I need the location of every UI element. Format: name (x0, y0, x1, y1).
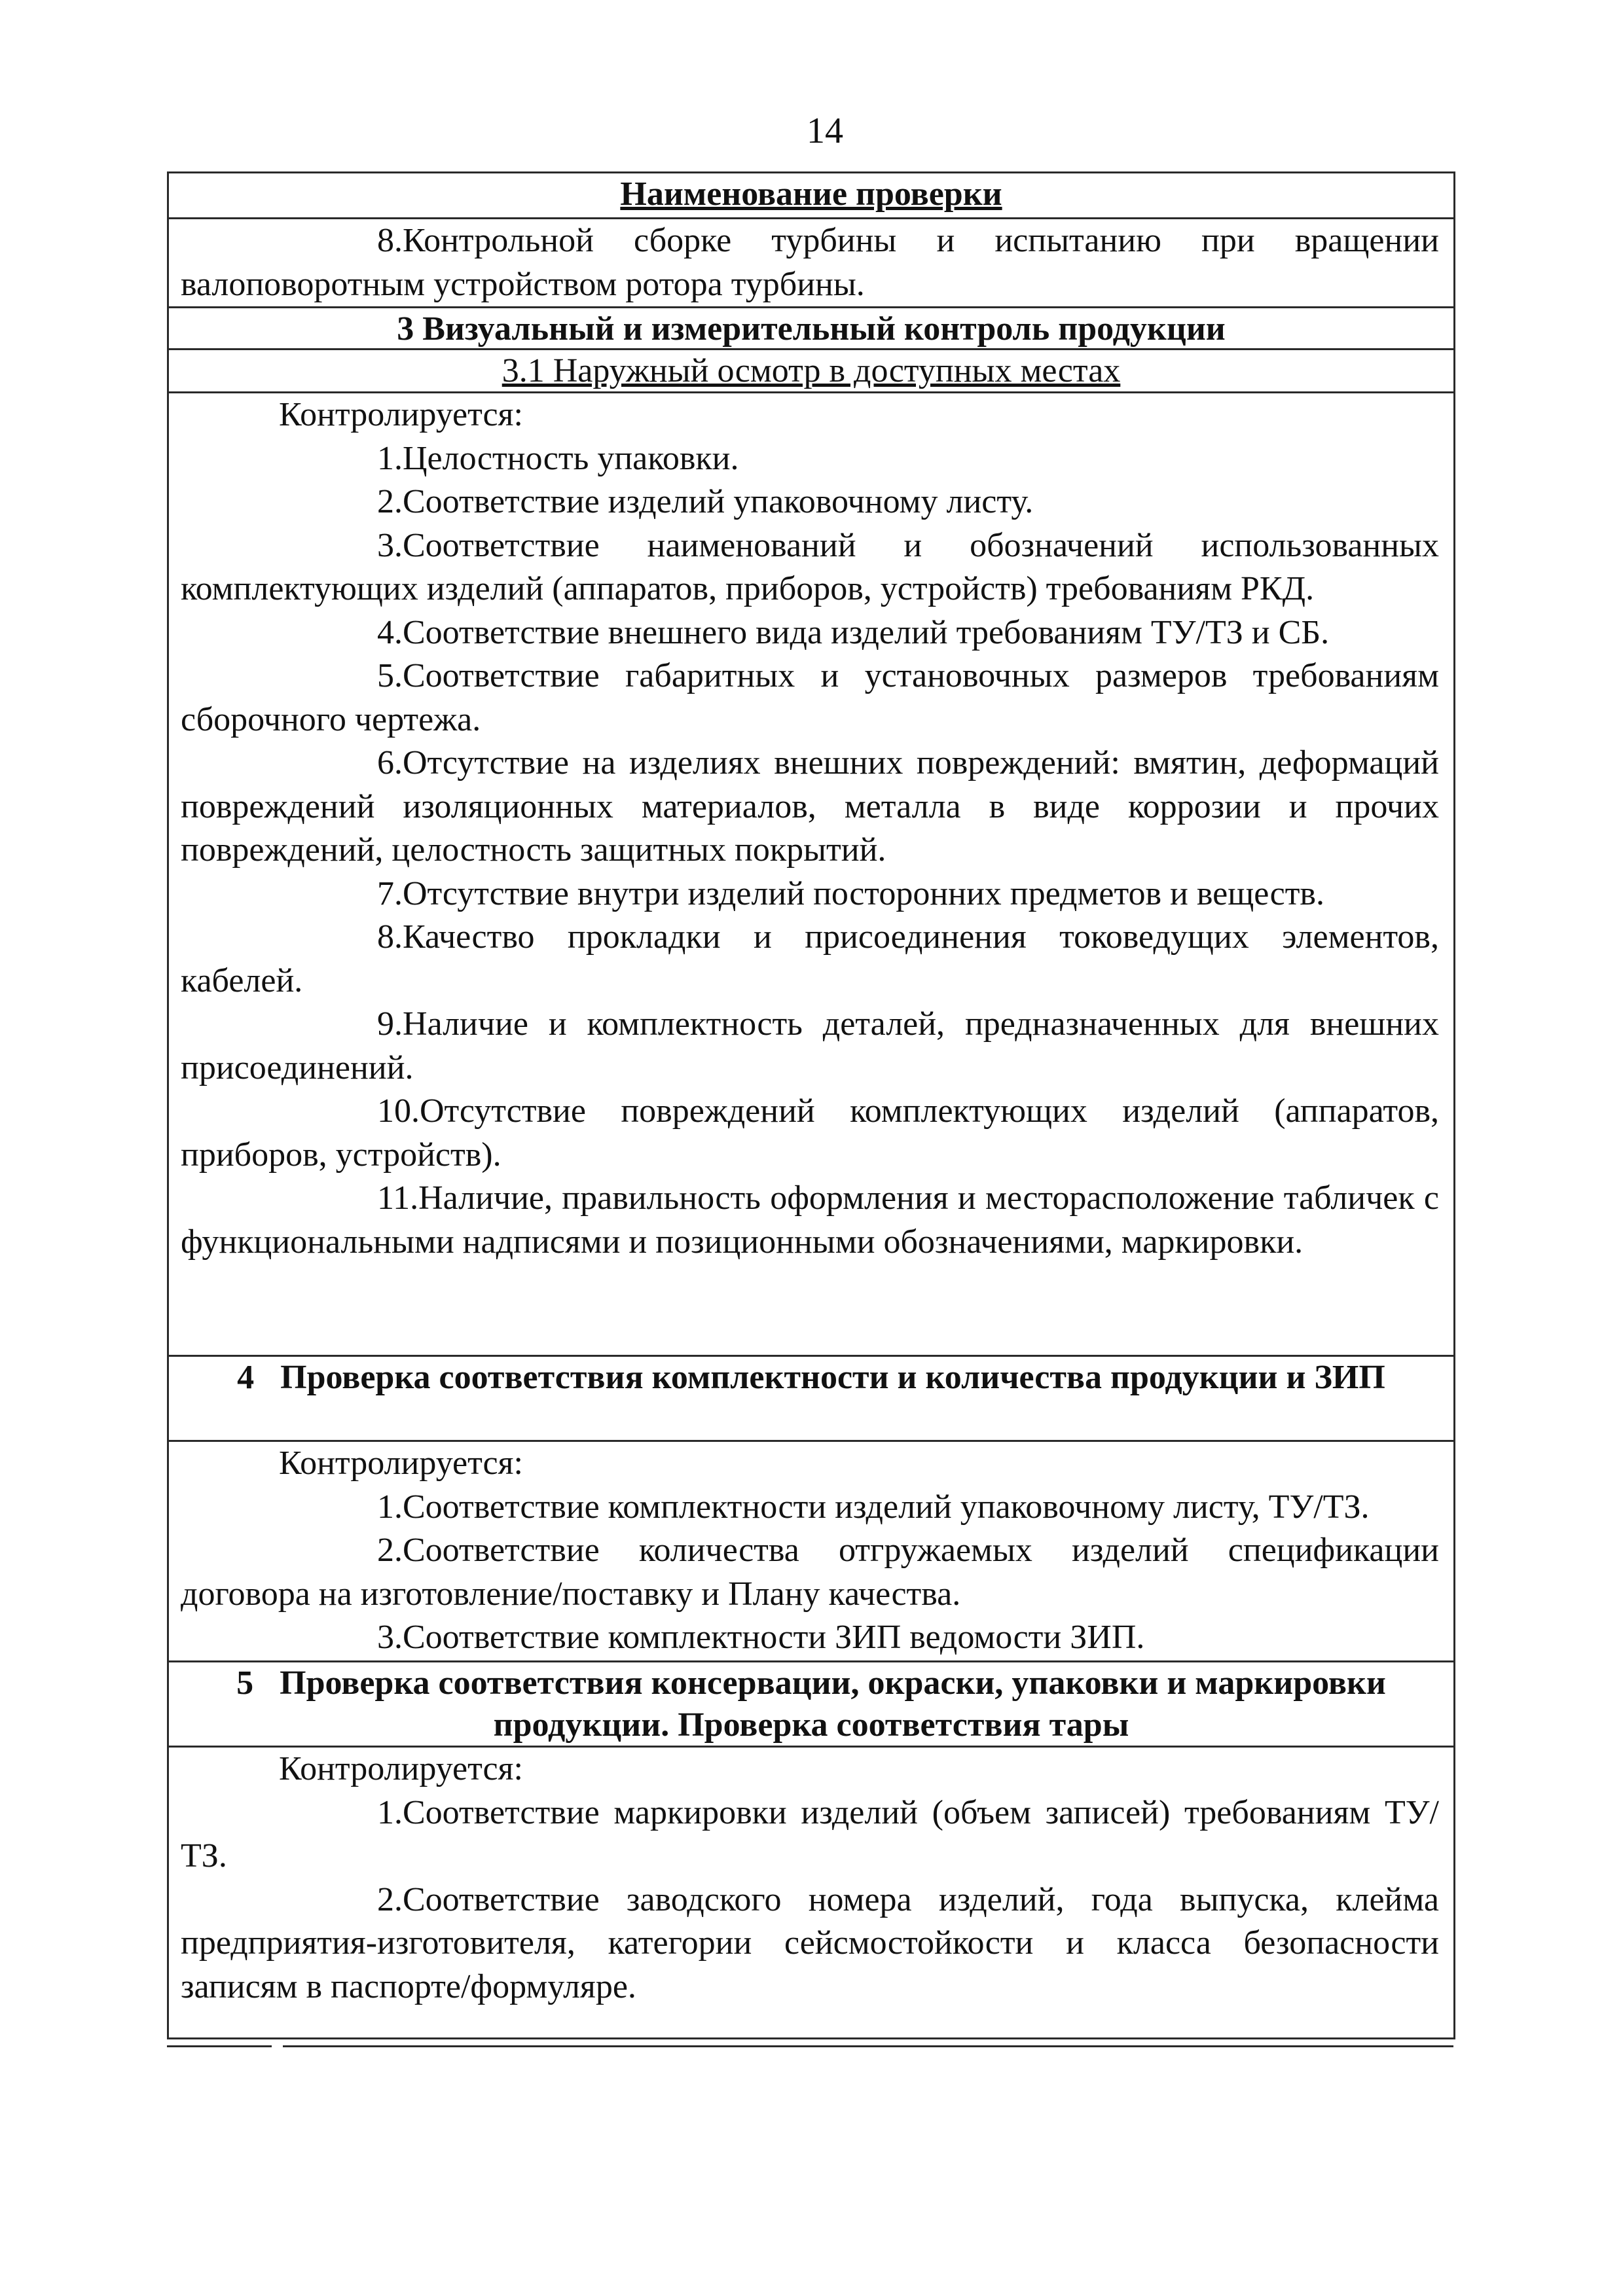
list-item-text: Соответствие изделий упаковочному листу. (403, 483, 1034, 520)
list-item-number: 2. (377, 1880, 403, 1918)
bottom-rule-right (283, 2045, 1453, 2047)
list-item-number: 10. (377, 1092, 420, 1130)
list-item (181, 219, 1439, 306)
list-item-text: Соответствие количества отгружаемых изделий спецификации договора на изготовление/поставку и Плану качества. (181, 1532, 1439, 1613)
list-item-number: 5. (377, 657, 403, 694)
list-item (181, 1003, 1439, 1090)
section3-subtitle-text: 3.1 Наружный осмотр в доступных местах (501, 352, 1121, 389)
section5-intro: Контролируется: (279, 1750, 523, 1787)
list-item-number: 4. (377, 613, 403, 651)
list-item-number: 1. (377, 1793, 403, 1831)
table-header (169, 171, 1453, 217)
section5-body (169, 1746, 1453, 2037)
list-item-text: Отсутствие на изделиях внешних повреждений: вмятин, деформаций повреждений изоляционных материалов, металла в виде коррозии и прочих повреждений, целостность защитных покрытий. (181, 744, 1439, 869)
page-number: 14 (807, 111, 843, 151)
list-item (181, 1616, 1439, 1660)
section4-title (169, 1355, 1453, 1440)
list-item-text: Соответствие заводского номера изделий, года выпуска, клейма предприятия-изготовителя, категории сейсмостойкости и класса безопасности записям в паспорте/формуляре. (181, 1880, 1439, 2005)
list-item-number: 3. (377, 1619, 403, 1656)
list-item-number: 6. (377, 744, 403, 781)
list-item-text: Наличие и комплектность деталей, предназначенных для внешних присоединений. (181, 1005, 1439, 1086)
section4-title-text: Проверка соответствия комплектности и количества продукции и ЗИП (280, 1359, 1385, 1396)
section4-body (169, 1440, 1453, 1660)
inspection-table (167, 171, 1455, 2039)
list-item-number: 8. (377, 918, 403, 956)
list-item (181, 916, 1439, 1003)
bottom-rule-left (167, 2045, 272, 2047)
list-item (181, 872, 1439, 916)
list-item (181, 1791, 1439, 1878)
list-item-text: Соответствие комплектности изделий упаковочному листу, ТУ/ТЗ. (403, 1488, 1370, 1526)
list-item (181, 480, 1439, 524)
list-item-text: Целостность упаковки. (403, 439, 739, 477)
list-item-number: 9. (377, 1005, 403, 1043)
list-item-number: 1. (377, 1488, 403, 1526)
list-item-text: Соответствие внешнего вида изделий требованиям ТУ/ТЗ и СБ. (403, 613, 1330, 651)
list-item-text: Соответствие наименований и обозначений использованных комплектующих изделий (аппаратов, приборов, устройств) требованиям РКД. (181, 526, 1439, 607)
list-item (181, 1090, 1439, 1177)
list-item-text: Соответствие комплектности ЗИП ведомости ЗИП. (403, 1619, 1145, 1656)
first-item-cell (169, 217, 1453, 306)
list-item-text: Наличие, правильность оформления и месторасположение табличек с функциональными надписями и позиционными обозначениями, маркировки. (181, 1179, 1439, 1261)
section3-title-text: 3 Визуальный и измерительный контроль продукции (397, 310, 1226, 348)
list-item (181, 611, 1439, 655)
list-item (181, 1486, 1439, 1530)
list-item-text: Соответствие маркировки изделий (объем записей) требованиям ТУ/ТЗ. (181, 1793, 1439, 1874)
list-item-text: Отсутствие повреждений комплектующих изделий (аппаратов, приборов, устройств). (181, 1092, 1439, 1174)
list-item-number: 7. (377, 874, 403, 912)
section3-intro: Контролируется: (279, 396, 523, 433)
section3-subtitle (169, 348, 1453, 391)
list-item-number: 3. (377, 526, 403, 564)
list-item-number: 8. (377, 222, 403, 259)
list-item (181, 437, 1439, 481)
list-item (181, 1878, 1439, 2009)
section4-number: 4 (237, 1359, 255, 1396)
section3-title (169, 306, 1453, 348)
section5-title (169, 1660, 1453, 1746)
list-item-text: Контрольной сборке турбины и испытанию при вращении валоповоротным устройством ротора турбины. (181, 222, 1439, 303)
list-item (181, 655, 1439, 742)
section5-number: 5 (236, 1664, 254, 1702)
list-item (181, 524, 1439, 611)
list-item (181, 1177, 1439, 1264)
list-item-text: Отсутствие внутри изделий посторонних предметов и веществ. (403, 874, 1324, 912)
list-item (181, 742, 1439, 872)
list-item-number: 2. (377, 483, 403, 520)
list-item-number: 1. (377, 439, 403, 477)
list-item-text: Соответствие габаритных и установочных размеров требованиям сборочного чертежа. (181, 657, 1439, 738)
list-item (181, 1529, 1439, 1616)
list-item-text: Качество прокладки и присоединения токоведущих элементов, кабелей. (181, 918, 1439, 999)
table-header-label: Наименование проверки (620, 175, 1002, 213)
section4-intro: Контролируется: (279, 1444, 523, 1482)
list-item-number: 2. (377, 1532, 403, 1569)
section5-title-text: Проверка соответствия консервации, окраски, упаковки и маркировки продукции. Проверка соответствия тары (280, 1664, 1386, 1744)
list-item-number: 11. (377, 1179, 419, 1217)
section3-body (169, 391, 1453, 1355)
